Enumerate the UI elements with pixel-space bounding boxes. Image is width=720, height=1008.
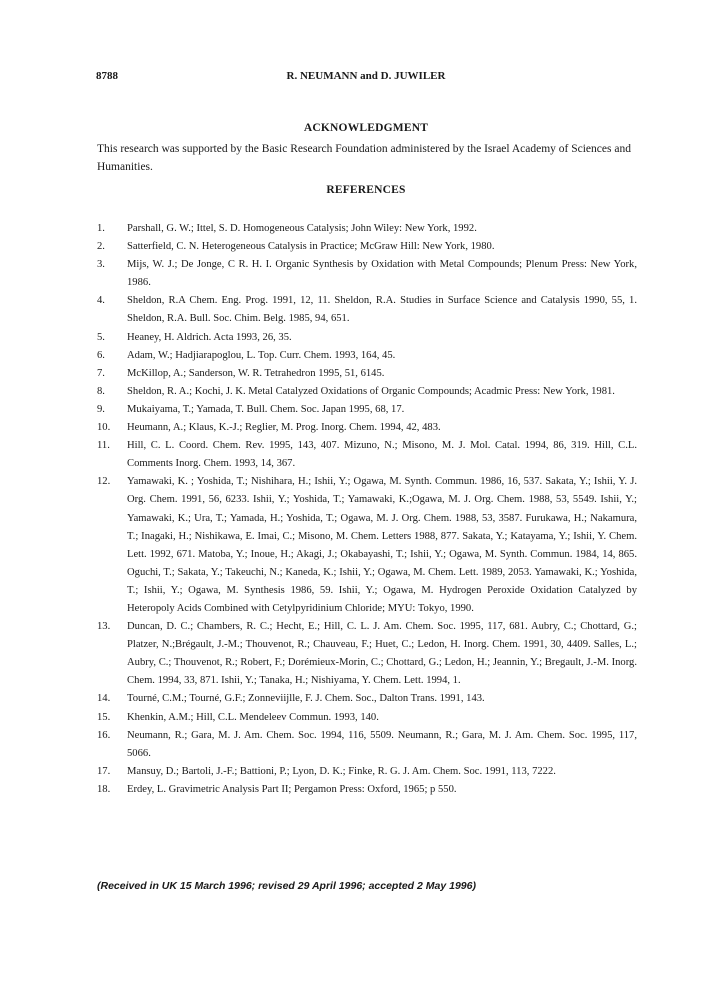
reference-number: 4. <box>97 295 105 307</box>
reference-text: Heaney, H. Aldrich. Acta 1993, 26, 35. <box>127 331 292 343</box>
reference-item <box>97 365 637 383</box>
received-dates: (Received in UK 15 March 1996; revised 29 April 1996; accepted 2 May 1996) <box>97 880 476 892</box>
reference-number: 11. <box>97 440 110 452</box>
reference-number: 17. <box>97 765 111 777</box>
reference-text: Heumann, A.; Klaus, K.-J.; Reglier, M. Prog. Inorg. Chem. 1994, 42, 483. <box>127 422 441 434</box>
reference-item <box>97 220 637 238</box>
reference-item <box>97 709 637 727</box>
reference-item <box>97 618 637 690</box>
running-header <box>96 70 636 86</box>
reference-number: 10. <box>97 422 111 434</box>
reference-text: Khenkin, A.M.; Hill, C.L. Mendeleev Commun. 1993, 140. <box>127 711 379 723</box>
page-number: 8788 <box>96 70 118 82</box>
reference-text: Sheldon, R. A.; Kochi, J. K. Metal Catalyzed Oxidations of Organic Compounds; Acadmic Press: New York, 1981. <box>127 385 615 397</box>
reference-text: Hill, C. L. Coord. Chem. Rev. 1995, 143, 407. Mizuno, N.; Misono, M. J. Mol. Catal. 1994, 86, 319. Hill, C.L. Comments Inorg. Chem. 1993, 14, 367. <box>127 440 637 470</box>
reference-item <box>97 401 637 419</box>
reference-number: 13. <box>97 621 111 633</box>
reference-text: Erdey, L. Gravimetric Analysis Part II; Pergamon Press: Oxford, 1965; p 550. <box>127 783 457 795</box>
reference-text: Yamawaki, K. ; Yoshida, T.; Nishihara, H.; Ishii, Y.; Ogawa, M. Synth. Commun. 1986, 16, 537. Sakata, Y.; Ishii, Y. J. Org. Chem. 1991, 56, 6233. Ishii, Y.; Yoshida, T.; Yamawaki, K.;Ogawa, M. J. Org. Chem. 1988, 53, 5549. Ishii, Y.; Yamawaki, K.; Ura, T.; Yamada, H.; Yoshida, T.; Ogawa, M. J. Org. Chem. 1988, 53, 3587. Furukawa, H.; Nakamura, T.; Inagaki, H.; Nishikawa, E. Imai, C.; Misono, M. Chem. Letters 1988, 877. Sakata, Y.; Katayama, Y.; Ishii, Y. Chem. Lett. 1992, 671. Matoba, Y.; Inoue, H.; Akagi, J.; Okabayashi, T.; Ishii, Y.; Ogawa, M. Synth. Commun. 1984, 14, 865. Oguchi, T.; Sakata, Y.; Takeuchi, N.; Kaneda, K.; Ishii, Y.; Ogawa, M. Chem. Lett. 1989, 2053. Yamawaki, K.; Yoshida, T.; Ishii, Y.; Ogawa, M. Synthesis 1986, 59. Ishii, Y.; Ogawa, M. Hydrogen Peroxide Oxidation Catalyzed by Heteropoly Acids Combined with Cetylpyridinium Chloride; MYU: Tokyo, 1990. <box>127 476 637 614</box>
reference-item <box>97 419 637 437</box>
reference-text: Tourné, C.M.; Tourné, G.F.; Zonneviijlle, F. J. Chem. Soc., Dalton Trans. 1991, 143. <box>127 693 485 705</box>
reference-number: 12. <box>97 476 111 488</box>
references-heading: REFERENCES <box>326 184 406 196</box>
reference-text: Neumann, R.; Gara, M. J. Am. Chem. Soc. 1994, 116, 5509. Neumann, R.; Gara, M. J. Am. Chem. Soc. 1995, 117, 5066. <box>127 729 637 759</box>
reference-number: 16. <box>97 729 111 741</box>
reference-number: 3. <box>97 259 105 271</box>
acknowledgment-heading: ACKNOWLEDGMENT <box>303 122 429 134</box>
reference-text: Duncan, D. C.; Chambers, R. C.; Hecht, E.; Hill, C. L. J. Am. Chem. Soc. 1995, 117, 681. Aubry, C.; Chottard, G.; Platzer, N.;Brégault, J.-M.; Thouvenot, R.; Chauveau, F.; Huet, C.; Ledon, H. Inorg. Chem. 1991, 30, 4409. Salles, L.; Aubry, C.; Thouvenot, R.; Robert, F.; Dorémieux-Morin, C.; Chottard, G.; Ledon, H.; Jeannin, Y.; Bregault, J.-M. Inorg. Chem. 1994, 33, 871. Ishii, Y.; Tanaka, H.; Nishiyama, Y. Chem. Lett. 1994, 1. <box>127 621 637 687</box>
reference-text: Sheldon, R.A Chem. Eng. Prog. 1991, 12, 11. Sheldon, R.A. Studies in Surface Science and Catalysis 1990, 55, 1. Sheldon, R.A. Bull. Soc. Chim. Belg. 1985, 94, 651. <box>127 295 637 325</box>
reference-number: 15. <box>97 711 111 723</box>
reference-item <box>97 329 637 347</box>
reference-text: Satterfield, C. N. Heterogeneous Catalysis in Practice; McGraw Hill: New York, 1980. <box>127 241 495 253</box>
reference-number: 14. <box>97 693 111 705</box>
reference-item <box>97 256 637 292</box>
reference-item <box>97 292 637 328</box>
reference-text: Adam, W.; Hadjiarapoglou, L. Top. Curr. Chem. 1993, 164, 45. <box>127 349 396 361</box>
reference-number: 7. <box>97 367 105 379</box>
reference-item <box>97 383 637 401</box>
reference-number: 1. <box>97 223 105 234</box>
reference-item <box>97 727 637 763</box>
reference-item <box>97 437 637 473</box>
acknowledgment-text: This research was supported by the Basic Research Foundation administered by the Israel Academy of Sciences and Humanities. <box>97 143 631 173</box>
reference-number: 6. <box>97 349 105 361</box>
reference-item <box>97 473 637 618</box>
reference-number: 18. <box>97 783 111 795</box>
reference-text: Mansuy, D.; Bartoli, J.-F.; Battioni, P.; Lyon, D. K.; Finke, R. G. J. Am. Chem. Soc. 1991, 113, 7222. <box>127 765 556 777</box>
reference-item <box>97 347 637 365</box>
reference-list <box>97 220 637 799</box>
reference-number: 8. <box>97 385 105 397</box>
reference-text: Mukaiyama, T.; Yamada, T. Bull. Chem. Soc. Japan 1995, 68, 17. <box>127 403 405 415</box>
reference-item <box>97 238 637 256</box>
reference-item <box>97 763 637 781</box>
running-head-authors: R. NEUMANN and D. JUWILER <box>286 70 446 82</box>
reference-number: 9. <box>97 403 105 415</box>
reference-item <box>97 781 637 799</box>
reference-number: 5. <box>97 331 105 343</box>
reference-text: McKillop, A.; Sanderson, W. R. Tetrahedron 1995, 51, 6145. <box>127 367 385 379</box>
reference-text: Parshall, G. W.; Ittel, S. D. Homogeneous Catalysis; John Wiley: New York, 1992. <box>127 223 477 234</box>
reference-item <box>97 690 637 708</box>
reference-text: Mijs, W. J.; De Jonge, C R. H. I. Organic Synthesis by Oxidation with Metal Compounds; Plenum Press: New York, 1986. <box>127 259 637 289</box>
reference-number: 2. <box>97 241 105 253</box>
